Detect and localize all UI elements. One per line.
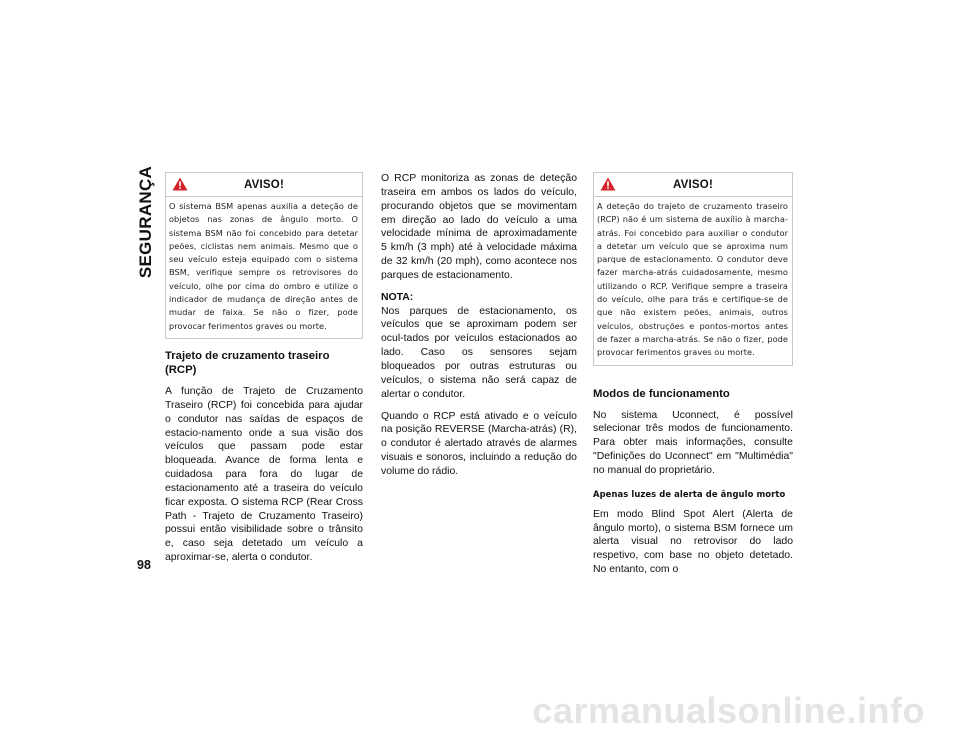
warning-title: AVISO! — [673, 179, 713, 191]
warning-header — [166, 173, 362, 197]
column-left — [165, 172, 363, 565]
modes-paragraph-1: No sistema Uconnect, é possível selecionar três modos de funcionamento. Para obter mais informações, consulte "Definições do Uconnect" em "Multimédia" no manual do proprietário. — [593, 409, 793, 476]
modes-heading: Modos de funcionamento — [593, 387, 730, 400]
column-right — [593, 172, 793, 577]
warning-body: A deteção do trajeto de cruzamento traseiro (RCP) não é um sistema de auxílio à marcha-atrás. Foi concebido para auxiliar o condutor a detetar um veículo que se aproxima num parque de estacionamento. O condutor deve fazer marcha-atrás cuidadosamente, mesmo utilizando o RCP. Verifique sempre a traseira do veículo, olhe para trás e certifique-se de que não existem peões, animais, outros veículos, obstruções e pontos-mortos antes de fazer a marcha-atrás. Se não o fizer, pode provocar ferimentos graves ou morte. — [597, 201, 788, 358]
rcp-paragraph-2: O RCP monitoriza as zonas de deteção traseira em ambos os lados do veículo, procurando objetos que se movimentam em direção ao lado do veículo a uma velocidade mínima de aproximadamente 5 km/h (3 mph) até à velocidade máxima de 32 km/h (20 mph), como acontece nos parques de estacionamento. — [381, 173, 577, 281]
section-label: SEGURANÇA — [136, 165, 156, 279]
modes-subheading: Apenas luzes de alerta de ângulo morto — [593, 488, 786, 499]
warning-header — [594, 173, 792, 197]
note-text: Nos parques de estacionamento, os veículos que se aproximam podem ser ocul-tados por veículos estacionados ao lado. Caso os sensores sejam bloqueados por outras estruturas ou veículos, o sistema não será capaz de alertar o condutor. — [381, 305, 577, 400]
warning-title: AVISO! — [244, 179, 284, 191]
warning-body: O sistema BSM apenas auxilia a deteção de objetos nas zonas de ângulo morto. O sistema BSM não foi concebido para detetar peões, ciclistas nem animais. Mesmo que o seu veículo esteja equipado com o sistema BSM, verifique sempre os retrovisores do veículo, olhe por cima do ombro e utilize o indicador de mudança de direção antes de mudar de faixa. Se não o fizer, pode provocar ferimentos graves ou morte. — [169, 201, 358, 331]
column-middle — [381, 172, 577, 479]
rcp-heading: Trajeto de cruzamento traseiro (RCP) — [165, 349, 330, 376]
warning-box-rcp — [593, 172, 793, 366]
modes-paragraph-2: Em modo Blind Spot Alert (Alerta de ângulo morto), o sistema BSM fornece um alerta visual no retrovisor do lado respetivo, com base no objeto detetado. No entanto, com o — [593, 508, 793, 576]
watermark: carmanualsonline.info — [532, 690, 925, 731]
warning-box-bsm — [165, 172, 363, 339]
page-number: 98 — [137, 558, 151, 572]
rcp-paragraph-3: Quando o RCP está ativado e o veículo na posição REVERSE (Marcha-atrás) (R), o condutor é alertado através de alarmes visuais e sonoros, incluindo a redução do volume do rádio. — [381, 410, 577, 477]
note-title: NOTA: — [381, 291, 414, 303]
rcp-paragraph-1: A função de Trajeto de Cruzamento Traseiro (RCP) foi concebida para ajudar o condutor nas saídas de espaços de estacio-namento onde a sua visão dos veículos que passam pode estar bloqueada. Avance de forma lenta e cuidadosa para fora do lugar de estacionamento até a traseira do veículo ficar exposta. O sistema RCP (Rear Cross Path - Trajeto de Cruzamento Traseiro) possui então visibilidade sobre o trânsito e, caso seja detetado um veículo a aproximar-se, alerta o condutor. — [165, 385, 363, 564]
